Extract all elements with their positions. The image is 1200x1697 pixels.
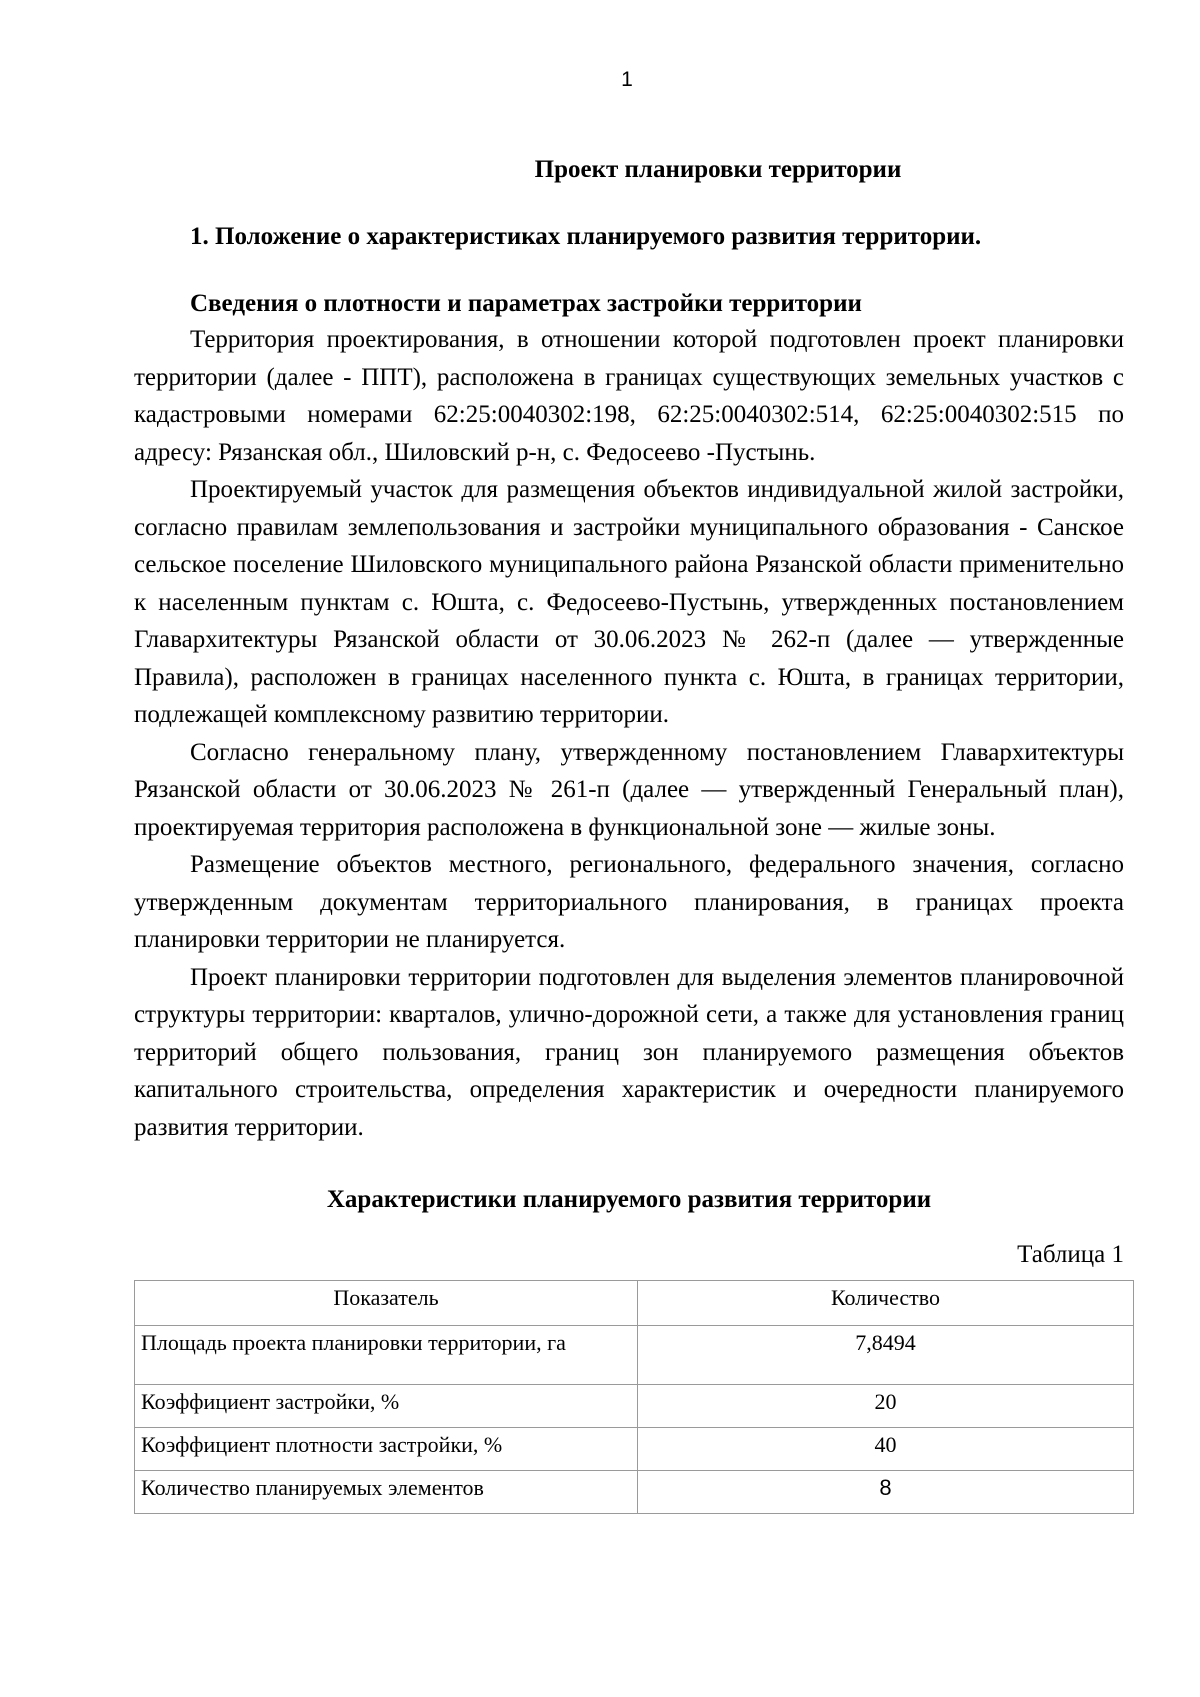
indicator-cell: Коэффициент застройки, % [135, 1385, 638, 1428]
document-title: Проект планировки территории [534, 156, 902, 183]
value-cell: 8 [638, 1471, 1134, 1514]
document-body [134, 152, 1124, 1514]
paragraph: Территория проектирования, в отношении которой подготовлен проект планировки территории (далее - ППТ), расположена в границах существующих земельных участков с кадастровыми номерами 62:25:0040302:198, 62:25:0040302:514, 62:25:0040302:515 по адресу: Рязанская обл., Шиловский р-н, с. Федосеево -Пустынь. [134, 326, 1124, 466]
table-caption: Таблица 1 [1017, 1241, 1124, 1268]
table-header-row [135, 1281, 1134, 1326]
sub-heading: Сведения о плотности и параметрах застройки территории [190, 290, 862, 317]
table-row [135, 1428, 1134, 1471]
indicator-cell: Количество планируемых элементов [135, 1471, 638, 1514]
paragraph: Проектируемый участок для размещения объектов индивидуальной жилой застройки, согласно правилам землепользования и застройки муниципального образования - Санское сельское поселение Шиловского муниципального района Рязанской области применительно к населенным пунктам с. Юшта, с. Федосеево-Пустынь, утвержденных постановлением Главархитектуры Рязанской области от 30.06.2023 № 262-п (далее — утвержденные Правила), расположен в границах населенного пункта с. Юшта, в границах территории, подлежащей комплексному развитию территории. [134, 476, 1124, 728]
column-header-quantity: Количество [638, 1281, 1134, 1326]
table-title: Характеристики планируемого развития территории [326, 1186, 932, 1213]
table-row [135, 1385, 1134, 1428]
paragraph: Размещение объектов местного, регионального, федерального значения, согласно утвержденным документам территориального планирования, в границах проекта планировки территории не планируется. [134, 851, 1124, 953]
value-cell: 20 [638, 1385, 1134, 1428]
indicator-cell: Коэффициент плотности застройки, % [135, 1428, 638, 1471]
paragraph: Проект планировки территории подготовлен для выделения элементов планировочной структуры территории: кварталов, улично-дорожной сети, а также для установления границ территорий общего пользования, границ зон планируемого размещения объектов капитального строительства, определения характеристик и очередности планируемого развития территории. [134, 963, 1124, 1141]
table-row [135, 1326, 1134, 1385]
paragraph: Согласно генеральному плану, утвержденному постановлением Главархитектуры Рязанской области от 30.06.2023 № 261-п (далее — утвержденный Генеральный план), проектируемая территория расположена в функциональной зоне — жилые зоны. [134, 738, 1124, 841]
value-cell: 7,8494 [638, 1326, 1134, 1385]
column-header-indicator: Показатель [135, 1281, 638, 1326]
indicator-cell: Площадь проекта планировки территории, га [135, 1326, 638, 1385]
section-heading: 1. Положение о характеристиках планируемого развития территории. [190, 223, 982, 250]
page-number: 1 [621, 68, 633, 91]
table-row [135, 1471, 1134, 1514]
characteristics-table [134, 1280, 1134, 1514]
value-cell: 40 [638, 1428, 1134, 1471]
